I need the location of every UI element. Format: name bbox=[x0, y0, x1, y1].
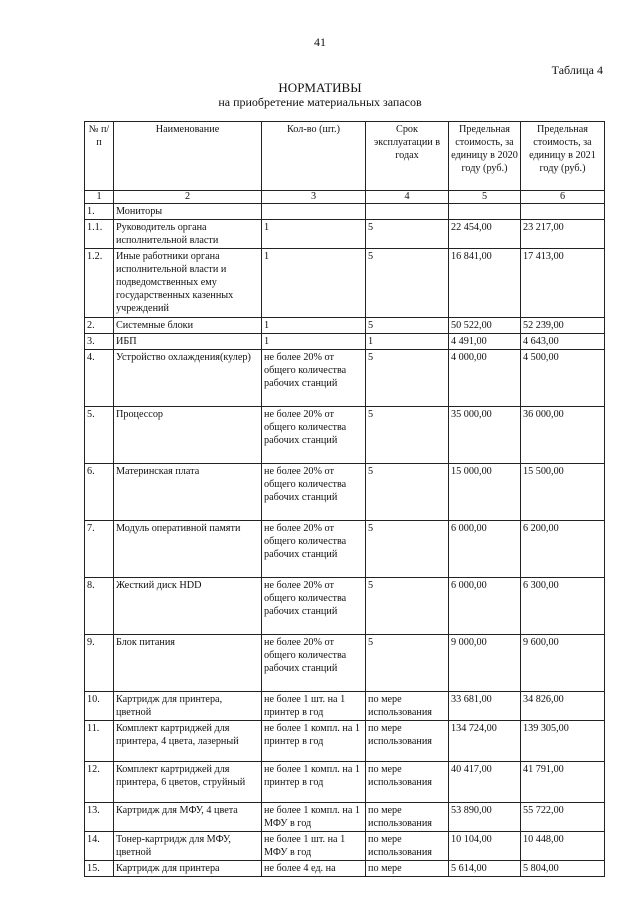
header-no: № п/п bbox=[85, 122, 114, 191]
price-2020-cell: 6 000,00 bbox=[449, 578, 521, 635]
column-number: 5 bbox=[449, 191, 521, 204]
quantity-cell bbox=[262, 204, 366, 220]
column-number: 3 bbox=[262, 191, 366, 204]
row-number-cell: 6. bbox=[85, 464, 114, 521]
item-name-cell: Процессор bbox=[114, 407, 262, 464]
table-row bbox=[85, 204, 605, 220]
item-name-cell: Системные блоки bbox=[114, 318, 262, 334]
service-life-cell: 5 bbox=[366, 521, 449, 578]
item-name-cell: ИБП bbox=[114, 334, 262, 350]
price-2021-cell: 17 413,00 bbox=[521, 249, 605, 318]
quantity-cell: не более 4 ед. на bbox=[262, 861, 366, 877]
document-title: НОРМАТИВЫ bbox=[278, 80, 362, 95]
norms-table bbox=[84, 121, 605, 877]
row-number-cell: 3. bbox=[85, 334, 114, 350]
service-life-cell: 5 bbox=[366, 249, 449, 318]
service-life-cell: по мере использования bbox=[366, 762, 449, 803]
table-row bbox=[85, 861, 605, 877]
table-row bbox=[85, 832, 605, 861]
row-number-cell: 5. bbox=[85, 407, 114, 464]
service-life-cell: 1 bbox=[366, 334, 449, 350]
table-row bbox=[85, 350, 605, 407]
service-life-cell: по мере использования bbox=[366, 803, 449, 832]
table-row bbox=[85, 762, 605, 803]
price-2021-cell: 6 300,00 bbox=[521, 578, 605, 635]
price-2021-cell bbox=[521, 204, 605, 220]
service-life-cell: 5 bbox=[366, 350, 449, 407]
table-row bbox=[85, 803, 605, 832]
item-name-cell: Руководитель органа исполнительной власти bbox=[114, 220, 262, 249]
price-2021-cell: 6 200,00 bbox=[521, 521, 605, 578]
service-life-cell: 5 bbox=[366, 407, 449, 464]
price-2020-cell: 9 000,00 bbox=[449, 635, 521, 692]
quantity-cell: 1 bbox=[262, 318, 366, 334]
quantity-cell: не более 20% от общего количества рабочих станций bbox=[262, 635, 366, 692]
quantity-cell: не более 20% от общего количества рабочих станций bbox=[262, 350, 366, 407]
quantity-cell: 1 bbox=[262, 220, 366, 249]
table-row bbox=[85, 220, 605, 249]
price-2021-cell: 41 791,00 bbox=[521, 762, 605, 803]
quantity-cell: не более 1 шт. на 1 МФУ в год bbox=[262, 832, 366, 861]
price-2021-cell: 15 500,00 bbox=[521, 464, 605, 521]
table-row bbox=[85, 318, 605, 334]
price-2021-cell: 36 000,00 bbox=[521, 407, 605, 464]
service-life-cell: 5 bbox=[366, 464, 449, 521]
price-2021-cell: 4 500,00 bbox=[521, 350, 605, 407]
item-name-cell: Картридж для МФУ, 4 цвета bbox=[114, 803, 262, 832]
table-row bbox=[85, 407, 605, 464]
service-life-cell: 5 bbox=[366, 578, 449, 635]
price-2020-cell: 40 417,00 bbox=[449, 762, 521, 803]
table-row bbox=[85, 635, 605, 692]
row-number-cell: 10. bbox=[85, 692, 114, 721]
quantity-cell: не более 1 шт. на 1 принтер в год bbox=[262, 692, 366, 721]
service-life-cell: по мере bbox=[366, 861, 449, 877]
price-2020-cell: 4 491,00 bbox=[449, 334, 521, 350]
row-number-cell: 15. bbox=[85, 861, 114, 877]
price-2020-cell: 50 522,00 bbox=[449, 318, 521, 334]
price-2021-cell: 139 305,00 bbox=[521, 721, 605, 762]
document-subtitle: на приобретение материальных запасов bbox=[218, 95, 422, 109]
price-2020-cell: 10 104,00 bbox=[449, 832, 521, 861]
price-2020-cell bbox=[449, 204, 521, 220]
row-number-cell: 9. bbox=[85, 635, 114, 692]
quantity-cell: 1 bbox=[262, 249, 366, 318]
price-2020-cell: 33 681,00 bbox=[449, 692, 521, 721]
row-number-cell: 12. bbox=[85, 762, 114, 803]
item-name-cell: Материнская плата bbox=[114, 464, 262, 521]
item-name-cell: Комплект картриджей для принтера, 6 цветов, струйный bbox=[114, 762, 262, 803]
table-label: Таблица 4 bbox=[551, 63, 603, 77]
quantity-cell: не более 1 компл. на 1 принтер в год bbox=[262, 721, 366, 762]
service-life-cell: 5 bbox=[366, 318, 449, 334]
header-service-life: Срок эксплуатации в годах bbox=[366, 122, 449, 191]
column-number: 2 bbox=[114, 191, 262, 204]
price-2021-cell: 55 722,00 bbox=[521, 803, 605, 832]
row-number-cell: 4. bbox=[85, 350, 114, 407]
header-price-2020: Предельная стоимость, за единицу в 2020 году (руб.) bbox=[449, 122, 521, 191]
header-price-2021: Предельная стоимость, за единицу в 2021 году (руб.) bbox=[521, 122, 605, 191]
service-life-cell: 5 bbox=[366, 220, 449, 249]
item-name-cell: Жесткий диск HDD bbox=[114, 578, 262, 635]
item-name-cell: Тонер-картридж для МФУ, цветной bbox=[114, 832, 262, 861]
row-number-cell: 14. bbox=[85, 832, 114, 861]
column-number-row bbox=[85, 191, 605, 204]
price-2020-cell: 16 841,00 bbox=[449, 249, 521, 318]
item-name-cell: Модуль оперативной памяти bbox=[114, 521, 262, 578]
price-2020-cell: 6 000,00 bbox=[449, 521, 521, 578]
row-number-cell: 1. bbox=[85, 204, 114, 220]
price-2020-cell: 4 000,00 bbox=[449, 350, 521, 407]
quantity-cell: не более 1 компл. на 1 принтер в год bbox=[262, 762, 366, 803]
quantity-cell: не более 20% от общего количества рабочих станций bbox=[262, 521, 366, 578]
quantity-cell: не более 1 компл. на 1 МФУ в год bbox=[262, 803, 366, 832]
row-number-cell: 7. bbox=[85, 521, 114, 578]
service-life-cell: 5 bbox=[366, 635, 449, 692]
price-2021-cell: 34 826,00 bbox=[521, 692, 605, 721]
column-number: 4 bbox=[366, 191, 449, 204]
price-2020-cell: 35 000,00 bbox=[449, 407, 521, 464]
row-number-cell: 1.2. bbox=[85, 249, 114, 318]
table-row bbox=[85, 249, 605, 318]
row-number-cell: 1.1. bbox=[85, 220, 114, 249]
table-row bbox=[85, 721, 605, 762]
item-name-cell: Картридж для принтера bbox=[114, 861, 262, 877]
item-name-cell: Комплект картриджей для принтера, 4 цвета, лазерный bbox=[114, 721, 262, 762]
page-number: 41 bbox=[314, 35, 326, 49]
item-name-cell: Устройство охлаждения(кулер) bbox=[114, 350, 262, 407]
price-2021-cell: 52 239,00 bbox=[521, 318, 605, 334]
row-number-cell: 13. bbox=[85, 803, 114, 832]
price-2021-cell: 5 804,00 bbox=[521, 861, 605, 877]
price-2020-cell: 22 454,00 bbox=[449, 220, 521, 249]
service-life-cell: по мере использования bbox=[366, 721, 449, 762]
table-row bbox=[85, 334, 605, 350]
item-name-cell: Иные работники органа исполнительной власти и подведомственных ему государственных казенных учреждений bbox=[114, 249, 262, 318]
price-2021-cell: 10 448,00 bbox=[521, 832, 605, 861]
row-number-cell: 2. bbox=[85, 318, 114, 334]
price-2020-cell: 5 614,00 bbox=[449, 861, 521, 877]
row-number-cell: 11. bbox=[85, 721, 114, 762]
quantity-cell: не более 20% от общего количества рабочих станций bbox=[262, 464, 366, 521]
quantity-cell: не более 20% от общего количества рабочих станций bbox=[262, 578, 366, 635]
item-name-cell: Картридж для принтера, цветной bbox=[114, 692, 262, 721]
table-row bbox=[85, 578, 605, 635]
price-2021-cell: 9 600,00 bbox=[521, 635, 605, 692]
header-row bbox=[85, 122, 605, 191]
quantity-cell: не более 20% от общего количества рабочих станций bbox=[262, 407, 366, 464]
item-name-cell: Блок питания bbox=[114, 635, 262, 692]
price-2020-cell: 15 000,00 bbox=[449, 464, 521, 521]
column-number: 6 bbox=[521, 191, 605, 204]
quantity-cell: 1 bbox=[262, 334, 366, 350]
header-qty: Кол-во (шт.) bbox=[262, 122, 366, 191]
column-number: 1 bbox=[85, 191, 114, 204]
table-row bbox=[85, 521, 605, 578]
table-row bbox=[85, 692, 605, 721]
price-2020-cell: 53 890,00 bbox=[449, 803, 521, 832]
service-life-cell: по мере использования bbox=[366, 692, 449, 721]
table-row bbox=[85, 464, 605, 521]
item-name-cell: Мониторы bbox=[114, 204, 262, 220]
service-life-cell: по мере использования bbox=[366, 832, 449, 861]
service-life-cell bbox=[366, 204, 449, 220]
price-2021-cell: 4 643,00 bbox=[521, 334, 605, 350]
header-name: Наименование bbox=[114, 122, 262, 191]
price-2020-cell: 134 724,00 bbox=[449, 721, 521, 762]
price-2021-cell: 23 217,00 bbox=[521, 220, 605, 249]
row-number-cell: 8. bbox=[85, 578, 114, 635]
